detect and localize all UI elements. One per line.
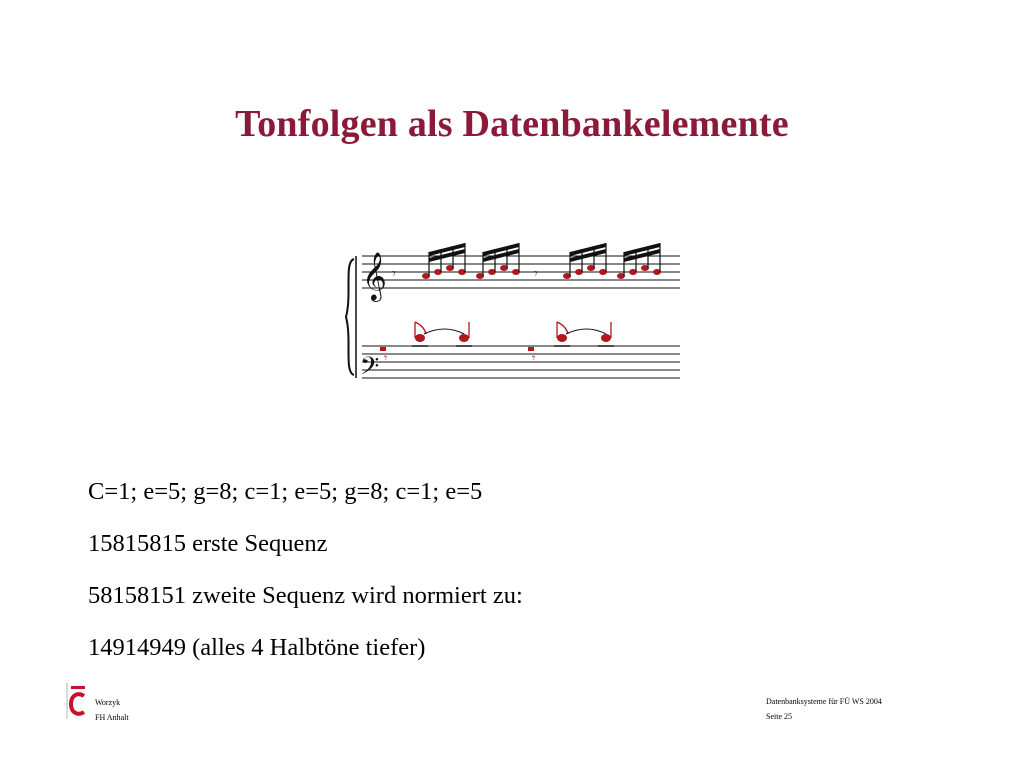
sixteenth-note-group bbox=[476, 243, 520, 279]
rest-icon: 𝄾 bbox=[534, 266, 538, 282]
institution-logo-icon bbox=[66, 683, 88, 719]
svg-text:𝄾: 𝄾 bbox=[532, 351, 536, 365]
music-score-image bbox=[340, 234, 685, 394]
bass-voice-measure bbox=[528, 322, 614, 365]
footer-right bbox=[766, 694, 882, 724]
footer-left bbox=[95, 695, 129, 725]
brace-icon bbox=[346, 259, 354, 375]
bass-staff bbox=[362, 346, 680, 378]
body-text bbox=[88, 466, 788, 674]
sixteenth-note-group bbox=[563, 243, 607, 279]
body-line: C=1; e=5; g=8; c=1; e=5; g=8; c=1; e=5 bbox=[88, 478, 483, 505]
footer-institution: FH Anhalt bbox=[95, 713, 129, 722]
body-line: 58158151 zweite Sequenz wird normiert zu: bbox=[88, 582, 523, 609]
footer-course: Datenbanksysteme für FÜ WS 2004 bbox=[766, 697, 882, 706]
svg-text:𝄾: 𝄾 bbox=[384, 351, 388, 365]
footer-page-number: Seite 25 bbox=[766, 712, 792, 721]
treble-clef-icon: 𝄞 bbox=[362, 251, 387, 300]
slide-title: Tonfolgen als Datenbankelemente bbox=[235, 103, 789, 145]
body-line: 14914949 (alles 4 Halbtöne tiefer) bbox=[88, 634, 426, 661]
footer-author: Worzyk bbox=[95, 698, 121, 707]
sixteenth-note-group bbox=[422, 243, 466, 279]
body-line: 15815815 erste Sequenz bbox=[88, 530, 328, 557]
rest-icon: 𝄾 bbox=[392, 266, 396, 282]
bass-voice-measure bbox=[380, 322, 472, 365]
bass-clef-icon: 𝄢 bbox=[360, 352, 380, 387]
sixteenth-note-group bbox=[617, 243, 661, 279]
